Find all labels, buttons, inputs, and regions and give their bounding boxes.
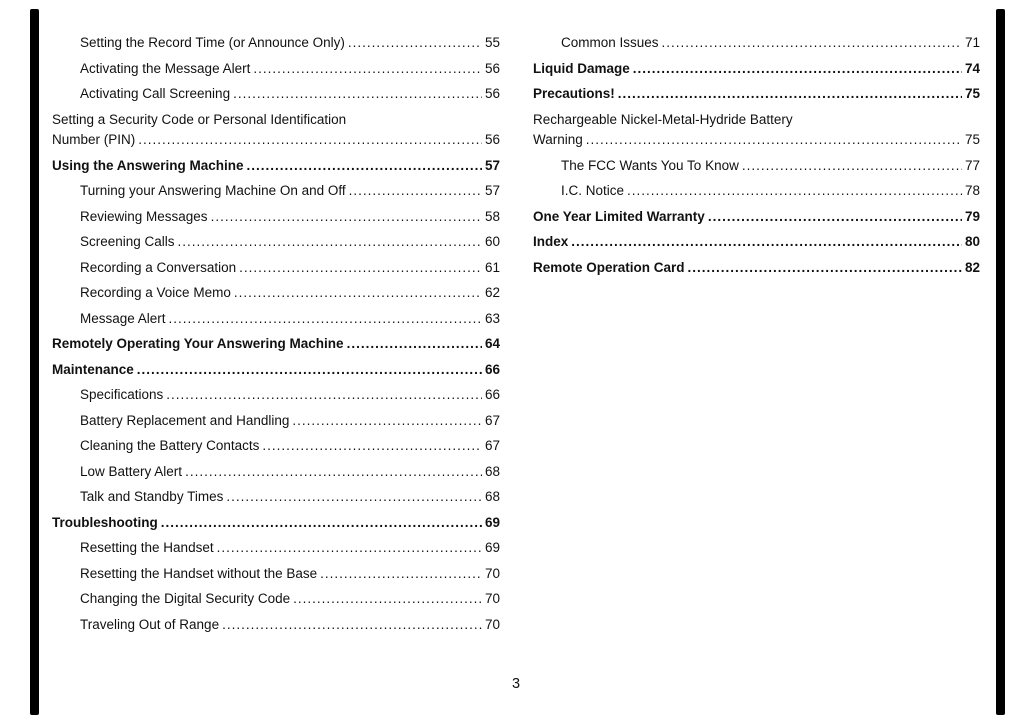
toc-entry-label: Precautions! (533, 86, 615, 101)
toc-entry (533, 255, 980, 281)
dot-leader (688, 255, 962, 281)
toc-entry-label: Common Issues (561, 35, 659, 50)
toc-entry (52, 306, 500, 332)
toc-entry (533, 204, 980, 230)
dot-leader (169, 306, 482, 332)
toc-entry-label: Setting the Record Time (or Announce Only) (80, 35, 345, 50)
toc-page-number: 60 (484, 234, 500, 249)
dot-leader (708, 204, 962, 230)
toc-entry-row (80, 280, 500, 306)
dot-leader (247, 153, 482, 179)
toc-page-number: 69 (484, 540, 500, 555)
toc-entry-row (561, 153, 980, 179)
toc-page-number: 74 (964, 60, 980, 76)
toc-page-number: 82 (964, 259, 980, 275)
toc-entry-row (52, 357, 500, 383)
toc-page-number: 68 (484, 489, 500, 504)
toc-entry (533, 30, 980, 56)
dot-leader (226, 484, 482, 510)
dot-leader (742, 153, 962, 179)
toc-entry-row (52, 153, 500, 179)
dot-leader (185, 459, 482, 485)
dot-leader (348, 30, 482, 56)
toc-entry-prefix: Rechargeable Nickel-Metal-Hydride Battery (533, 111, 793, 127)
toc-entry-label: Talk and Standby Times (80, 489, 224, 504)
toc-page-number: 80 (964, 234, 980, 249)
toc-entry (52, 561, 500, 587)
toc-page-number: 70 (484, 616, 500, 632)
toc-entry (52, 484, 500, 510)
toc-entry-label: Traveling Out of Range (80, 616, 220, 632)
toc-entry-row (80, 484, 500, 510)
toc-entry-row (80, 178, 500, 204)
toc-entry-row (80, 535, 500, 561)
toc-page-number: 70 (484, 565, 500, 581)
toc-page-number: 77 (964, 157, 980, 173)
dot-leader (138, 130, 482, 150)
toc-page-number: 56 (484, 131, 500, 147)
toc-entry-label: Liquid Damage (533, 60, 630, 76)
toc-entry-label: Remote Operation Card (533, 259, 685, 275)
toc-entry-row (52, 130, 500, 150)
toc-page-number: 67 (484, 412, 500, 428)
toc-page-number: 63 (484, 310, 500, 326)
dot-leader (293, 586, 482, 612)
toc-page-number: 69 (484, 514, 500, 530)
toc-entry (52, 535, 500, 561)
dot-leader (627, 178, 962, 204)
toc-entry (52, 204, 500, 230)
toc-entry (52, 331, 500, 357)
dot-leader (161, 510, 482, 536)
toc-entry-label: Using the Answering Machine (52, 157, 244, 173)
toc-page-number: 57 (484, 157, 500, 173)
left-page-edge-bar (30, 9, 39, 715)
toc-page-number: 75 (964, 86, 980, 101)
toc-entry-row (533, 204, 980, 230)
toc-entry-label: Resetting the Handset (80, 540, 214, 555)
toc-entry (533, 178, 980, 204)
toc-entry-label: Remotely Operating Your Answering Machine (52, 336, 344, 351)
toc-page-number: 70 (484, 591, 500, 606)
toc-entry-row (80, 56, 500, 82)
toc-page-number: 67 (484, 438, 500, 453)
toc-entry (52, 56, 500, 82)
dot-leader (222, 612, 482, 638)
toc-entry-label: Maintenance (52, 361, 134, 377)
toc-entry-row (80, 561, 500, 587)
dot-leader (137, 357, 482, 383)
dot-leader (233, 81, 482, 107)
toc-entry-label: Resetting the Handset without the Base (80, 565, 318, 581)
toc-entry (52, 357, 500, 383)
toc-entry (52, 255, 500, 281)
toc-entry (52, 81, 500, 107)
toc-entry (52, 382, 500, 408)
toc-entry-row (561, 178, 980, 204)
toc-page-number: 78 (964, 183, 980, 198)
toc-page-number: 64 (484, 336, 500, 351)
toc-page-number: 55 (484, 35, 500, 50)
toc-entry-label: Specifications (80, 387, 164, 402)
toc-entry-prefix: Setting a Security Code or Personal Identification (52, 111, 347, 127)
toc-entry-label: Troubleshooting (52, 514, 158, 530)
toc-page-number: 61 (484, 259, 500, 275)
dot-leader (292, 408, 482, 434)
toc-entry-label: Screening Calls (80, 234, 175, 249)
toc-entry-label: Index (533, 234, 569, 249)
toc-entry-row (80, 229, 500, 255)
toc-page-number: 57 (484, 183, 500, 198)
toc-entry-label: I.C. Notice (561, 183, 625, 198)
toc-page-number: 66 (484, 361, 500, 377)
toc-entry-label: Low Battery Alert (80, 463, 183, 479)
toc-entry-label: Activating Call Screening (80, 86, 231, 101)
dot-leader (234, 280, 482, 306)
dot-leader (662, 30, 962, 56)
toc-right-column (533, 30, 980, 280)
toc-left-column (52, 30, 500, 637)
toc-entry (52, 153, 500, 179)
toc-entry (52, 280, 500, 306)
toc-entry (533, 107, 980, 153)
toc-entry-row (533, 81, 980, 107)
toc-entry-row (80, 612, 500, 638)
dot-leader (178, 229, 482, 255)
right-page-edge-bar (996, 9, 1005, 715)
toc-entry (52, 408, 500, 434)
toc-entry-row (533, 130, 980, 150)
toc-entry (52, 178, 500, 204)
toc-entry-row (80, 204, 500, 230)
toc-entry-row (80, 30, 500, 56)
toc-entry-label: Warning (533, 131, 583, 147)
dot-leader (239, 255, 482, 281)
toc-entry-label: Activating the Message Alert (80, 60, 251, 76)
dot-leader (320, 561, 482, 587)
toc-page-number: 56 (484, 86, 500, 101)
toc-entry-label: Cleaning the Battery Contacts (80, 438, 260, 453)
toc-entry (52, 459, 500, 485)
toc-entry (52, 586, 500, 612)
toc-entry (52, 433, 500, 459)
dot-leader (347, 331, 482, 357)
toc-entry (52, 107, 500, 153)
toc-entry-label: Message Alert (80, 310, 166, 326)
toc-entry (533, 153, 980, 179)
dot-leader (633, 56, 962, 82)
toc-entry-label: The FCC Wants You To Know (561, 157, 739, 173)
toc-entry (533, 81, 980, 107)
toc-entry (52, 229, 500, 255)
toc-entry (52, 612, 500, 638)
toc-entry-label: Turning your Answering Machine On and Off (80, 183, 346, 198)
toc-entry-row (80, 255, 500, 281)
footer-page-number: 3 (511, 676, 521, 692)
toc-entry (52, 510, 500, 536)
toc-page-number: 58 (484, 208, 500, 224)
toc-page-number: 56 (484, 60, 500, 76)
toc-entry-row (533, 229, 980, 255)
toc-entry-row (80, 81, 500, 107)
toc-entry-label: Recording a Conversation (80, 259, 237, 275)
toc-entry-row (80, 433, 500, 459)
dot-leader (211, 204, 482, 230)
toc-entry (533, 56, 980, 82)
toc-entry-label: Number (PIN) (52, 131, 136, 147)
toc-entry-row (80, 408, 500, 434)
toc-page-number: 71 (964, 35, 980, 50)
toc-page-number: 62 (484, 285, 500, 300)
toc-entry-label: Reviewing Messages (80, 208, 208, 224)
toc-entry-row (80, 586, 500, 612)
toc-entry-row (52, 331, 500, 357)
toc-entry-row (561, 30, 980, 56)
toc-entry (533, 229, 980, 255)
dot-leader (586, 130, 962, 150)
dot-leader (618, 81, 962, 107)
toc-entry-label: Recording a Voice Memo (80, 285, 231, 300)
dot-leader (166, 382, 482, 408)
toc-entry-row (533, 255, 980, 281)
toc-entry-label: One Year Limited Warranty (533, 208, 705, 224)
toc-page-number: 79 (964, 208, 980, 224)
toc-entry-row (80, 382, 500, 408)
toc-entry-row (52, 510, 500, 536)
toc-page-number: 68 (484, 463, 500, 479)
dot-leader (253, 56, 482, 82)
toc-entry-row (80, 459, 500, 485)
dot-leader (571, 229, 962, 255)
toc-page-number: 75 (964, 131, 980, 147)
dot-leader (262, 433, 482, 459)
dot-leader (217, 535, 482, 561)
dot-leader (349, 178, 482, 204)
toc-page-number: 66 (484, 387, 500, 402)
toc-entry (52, 30, 500, 56)
toc-entry-label: Battery Replacement and Handling (80, 412, 290, 428)
toc-entry-label: Changing the Digital Security Code (80, 591, 291, 606)
toc-entry-row (533, 56, 980, 82)
toc-entry-row (80, 306, 500, 332)
